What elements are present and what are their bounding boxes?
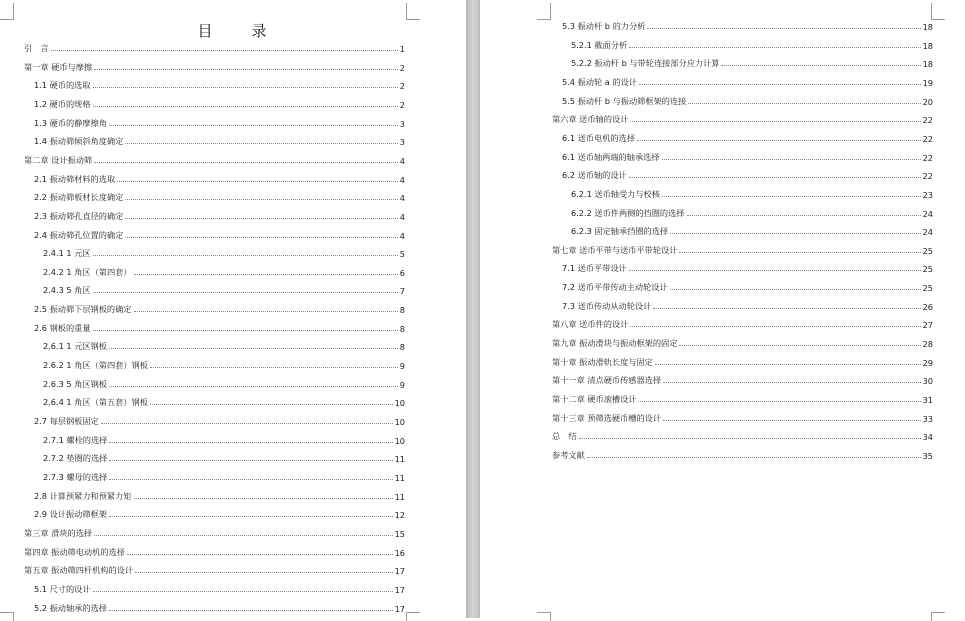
toc-entry-label: 6.2.1 送币轴受力与校核 — [571, 188, 660, 199]
toc-entry-page-number: 9 — [399, 379, 405, 390]
toc-entry-label: 1.2 硬币的规格 — [34, 98, 91, 109]
toc-entry-leader — [93, 87, 398, 88]
toc-entry-leader — [134, 498, 393, 499]
toc-entry-page-number: 30 — [922, 376, 933, 387]
toc-entry[interactable] — [552, 447, 933, 461]
toc-entry-page-number: 10 — [394, 417, 405, 427]
toc-entry-label: 2.9 设计振动筛框架 — [34, 509, 107, 520]
toc-entry[interactable] — [43, 264, 405, 278]
toc-entry[interactable] — [43, 450, 405, 464]
toc-entry-leader — [135, 572, 393, 573]
toc-entry-page-number: 4 — [399, 211, 405, 222]
toc-entry-label: 5.5 振动杆 b 与振动筛框架的连接 — [562, 95, 687, 106]
toc-entry-page-number: 3 — [399, 118, 405, 129]
toc-entry-label: 6.2 送币轴的设计 — [562, 170, 627, 181]
toc-entry[interactable] — [552, 316, 933, 330]
toc-entry-label: 参考文献 — [552, 449, 585, 460]
crop-mark-bottom-left — [537, 612, 551, 621]
toc-entry[interactable] — [34, 133, 405, 147]
toc-entry-label: 2.5 振动筛下层钢板的确定 — [34, 304, 132, 315]
toc-entry-page-number: 10 — [394, 435, 405, 446]
toc-entry-leader — [94, 69, 398, 70]
toc-entry-leader — [101, 423, 393, 424]
toc-entry[interactable] — [34, 96, 405, 110]
crop-mark-bottom-left — [0, 612, 14, 621]
toc-entry-label: 6.1 送币轴两端的轴承选择 — [562, 151, 660, 162]
toc-entry-page-number: 25 — [922, 283, 933, 294]
toc-entry-leader — [134, 274, 398, 275]
toc-entry-label: 2.6.4 1 角区（第五套）钢板 — [43, 397, 148, 408]
toc-entry-page-number: 35 — [922, 450, 933, 461]
toc-entry-page-number: 4 — [399, 155, 405, 166]
toc-entry[interactable] — [43, 245, 405, 259]
toc-entry-label: 第八章 送币件的设计 — [552, 319, 629, 330]
toc-entry[interactable] — [552, 242, 933, 256]
toc-entry-label: 5.1 尺寸的设计 — [34, 583, 91, 594]
toc-entry-page-number: 18 — [922, 40, 933, 51]
toc-entry-page-number: 9 — [399, 361, 405, 372]
toc-entry-page-number: 15 — [394, 528, 405, 539]
toc-entry-page-number: 22 — [922, 133, 933, 144]
crop-mark-bottom-right — [406, 612, 420, 621]
toc-entry-page-number: 22 — [922, 171, 933, 182]
toc-entry-label: 2.6.2 1 角区（第四套）钢板 — [43, 360, 148, 371]
toc-entry[interactable] — [34, 320, 405, 334]
page-gutter — [466, 0, 480, 618]
toc-entry-label: 2.7.3 螺母的选择 — [43, 471, 108, 482]
toc-entry[interactable] — [34, 600, 405, 614]
toc-entry[interactable] — [43, 357, 405, 371]
toc-entry[interactable] — [552, 428, 933, 442]
toc-entry-leader — [109, 460, 392, 461]
toc-entry-leader — [125, 237, 397, 238]
toc-entry-label: 2.8 计算预紧力和预紧力矩 — [34, 490, 132, 501]
toc-entry-leader — [109, 610, 393, 611]
toc-entry[interactable] — [562, 74, 933, 88]
toc-entry-label: 第九章 振动滑块与振动框架的固定 — [552, 338, 678, 349]
toc-entry-leader — [629, 270, 921, 271]
toc-entry-page-number: 28 — [922, 339, 933, 350]
toc-entry-page-number: 12 — [394, 510, 405, 521]
toc-entry-leader — [125, 218, 397, 219]
toc-entry-page-number: 7 — [399, 286, 405, 297]
toc-entry[interactable] — [24, 525, 405, 539]
toc-entry-page-number: 2 — [399, 99, 405, 110]
toc-entry-leader — [662, 159, 921, 160]
toc-entry-label: 2.7.1 螺栓的选择 — [43, 434, 108, 445]
document-page-left — [0, 0, 466, 618]
toc-entry-leader — [94, 162, 398, 163]
toc-entry[interactable] — [562, 279, 933, 293]
toc-entry-label: 6.2.3 固定轴承挡圈的选择 — [571, 226, 669, 237]
toc-entry-leader — [93, 255, 398, 256]
toc-entry[interactable] — [562, 260, 933, 274]
toc-entry-leader — [639, 84, 921, 85]
toc-entry-label: 6.2.2 送币件两侧的挡圈的选择 — [571, 207, 685, 218]
toc-entry-leader — [150, 367, 398, 368]
toc-entry-leader — [134, 311, 398, 312]
toc-entry[interactable] — [552, 354, 933, 368]
toc-entry-page-number: 17 — [394, 603, 405, 614]
crop-mark-top-left — [0, 3, 14, 20]
toc-entry-label: 2.3 振动筛孔直径的确定 — [34, 210, 124, 221]
toc-entry-label: 第四章 振动筛电动机的选择 — [24, 546, 125, 557]
toc-entry[interactable] — [43, 282, 405, 296]
toc-entry[interactable] — [552, 372, 933, 386]
toc-entry-page-number: 8 — [399, 323, 405, 334]
toc-entry[interactable] — [43, 338, 405, 352]
toc-entry-leader — [587, 457, 921, 458]
toc-entry-label: 2.6.3 5 角区钢板 — [43, 378, 107, 389]
toc-entry-leader — [629, 177, 921, 178]
toc-entry-label: 2.4.2 1 角区（第四套） — [43, 266, 132, 277]
toc-entry-page-number: 11 — [394, 472, 405, 483]
toc-entry-page-number: 11 — [394, 454, 405, 465]
toc-entry-label: 第十章 振动滑轨长度与固定 — [552, 356, 653, 367]
toc-entry-label: 第一章 硬币与摩擦 — [24, 61, 93, 72]
toc-entry-leader — [579, 438, 921, 439]
toc-entry-page-number: 31 — [922, 395, 933, 405]
toc-entry-label: 第六章 送币轴的设计 — [552, 114, 629, 125]
toc-entry-label: 2.7.2 垫圈的选择 — [43, 453, 108, 464]
toc-entry-label: 1.1 硬币的选取 — [34, 80, 91, 91]
toc-entry[interactable] — [34, 581, 405, 595]
toc-entry-label: 2.4 振动筛孔位置的确定 — [34, 229, 124, 240]
toc-entry[interactable] — [34, 413, 405, 427]
toc-entry-label: 引 言 — [24, 43, 49, 53]
toc-entry-page-number: 17 — [394, 584, 405, 595]
toc-entry-page-number: 5 — [399, 249, 405, 260]
crop-mark-top-right — [931, 3, 945, 20]
toc-entry-page-number: 10 — [394, 398, 405, 409]
toc-entry[interactable] — [562, 93, 933, 107]
toc-entry[interactable] — [24, 152, 405, 166]
toc-title: 目 录 — [197, 22, 279, 40]
toc-entry[interactable] — [34, 488, 405, 502]
toc-entry-page-number: 1 — [399, 44, 405, 54]
toc-entry-label: 第七章 送币平带与送币平带轮设计 — [552, 244, 678, 255]
toc-entry-leader — [679, 345, 920, 346]
toc-entry-page-number: 6 — [399, 267, 405, 278]
toc-entry[interactable] — [43, 376, 405, 390]
toc-entry[interactable] — [24, 544, 405, 558]
toc-entry-leader — [93, 292, 398, 293]
toc-entry-leader — [125, 199, 397, 200]
toc-entry-leader — [629, 47, 920, 48]
toc-entry[interactable] — [562, 167, 933, 181]
toc-entry-page-number: 24 — [922, 227, 933, 238]
crop-mark-top-right — [406, 3, 420, 20]
toc-entry-page-number: 20 — [922, 96, 933, 107]
toc-entry[interactable] — [24, 59, 405, 73]
toc-entry-leader — [109, 516, 393, 517]
toc-entry[interactable] — [571, 55, 933, 69]
toc-entry-label: 总 结 — [552, 431, 577, 442]
toc-entry-leader — [630, 326, 920, 327]
crop-mark-bottom-right — [931, 612, 945, 621]
toc-entry-leader — [630, 121, 920, 122]
toc-entry-leader — [637, 140, 921, 141]
toc-entry[interactable] — [571, 186, 933, 200]
toc-entry[interactable] — [34, 77, 405, 91]
toc-entry-page-number: 33 — [922, 413, 933, 424]
toc-entry-label: 7.3 送币传动从动轮设计 — [562, 300, 652, 311]
toc-entry-label: 第十一章 清点硬币传感器选择 — [552, 375, 662, 386]
toc-entry-leader — [109, 386, 398, 387]
toc-entry-leader — [638, 401, 920, 402]
toc-entry-page-number: 3 — [399, 137, 405, 148]
toc-entry-leader — [663, 382, 921, 383]
toc-entry-leader — [93, 330, 398, 331]
toc-entry-label: 5.3 振动杆 b 的力分析 — [562, 21, 646, 31]
toc-entry-page-number: 24 — [922, 208, 933, 219]
toc-entry[interactable] — [34, 301, 405, 315]
toc-entry-leader — [93, 591, 393, 592]
toc-entry-label: 2.4.1 1 元区 — [43, 248, 91, 259]
toc-entry-leader — [94, 535, 392, 536]
toc-entry-leader — [150, 404, 393, 405]
toc-entry-page-number: 25 — [922, 245, 933, 256]
toc-entry[interactable] — [562, 149, 933, 163]
toc-entry[interactable] — [552, 410, 933, 424]
toc-entry[interactable] — [552, 391, 933, 405]
toc-entry[interactable] — [43, 394, 405, 408]
toc-entry[interactable] — [24, 40, 405, 54]
toc-entry-label: 2.7 每层钢板固定 — [34, 416, 99, 426]
toc-entry[interactable] — [552, 111, 933, 125]
toc-entry-label: 7.1 送币平带设计 — [562, 263, 627, 274]
toc-entry-page-number: 34 — [922, 432, 933, 443]
toc-entry-leader — [653, 308, 920, 309]
toc-entry[interactable] — [562, 130, 933, 144]
toc-entry-label: 5.4 振动轮 a 的设计 — [562, 76, 637, 87]
toc-entry-leader — [647, 28, 920, 29]
toc-entry-label: 7.2 送币平带传动主动轮设计 — [562, 282, 668, 293]
toc-entry-label: 5.2.1 截面分析 — [571, 39, 628, 50]
toc-entry[interactable] — [571, 37, 933, 51]
toc-entry-label: 1.4 振动筛倾斜角度确定 — [34, 136, 124, 147]
toc-entry-label: 1.3 硬币的静摩擦角 — [34, 117, 107, 128]
toc-entry-page-number: 4 — [399, 174, 405, 185]
toc-entry[interactable] — [43, 432, 405, 446]
toc-entry-page-number: 2 — [399, 81, 405, 92]
toc-entry-page-number: 16 — [394, 547, 405, 558]
toc-entry[interactable] — [571, 205, 933, 219]
toc-entry[interactable] — [552, 335, 933, 349]
toc-entry[interactable] — [571, 223, 933, 237]
toc-entry-leader — [721, 65, 920, 66]
toc-entry-page-number: 17 — [394, 566, 405, 577]
toc-entry-leader — [125, 143, 397, 144]
document-page-right — [480, 0, 965, 618]
toc-entry-leader — [688, 103, 920, 104]
toc-entry-leader — [127, 554, 393, 555]
toc-entry[interactable] — [34, 171, 405, 185]
toc-entry[interactable] — [562, 18, 933, 32]
toc-entry-leader — [679, 252, 920, 253]
toc-entry-label: 2.1 振动筛材料的选取 — [34, 173, 116, 184]
toc-entry-leader — [109, 125, 398, 126]
toc-entry-label: 2.6 钢板的重量 — [34, 322, 91, 333]
toc-entry-leader — [109, 348, 398, 349]
toc-entry-label: 5.2.2 振动杆 b 与带轮连接部分应力计算 — [571, 58, 720, 69]
toc-entry-page-number: 18 — [922, 59, 933, 70]
toc-entry-page-number: 8 — [399, 305, 405, 316]
toc-entry-page-number: 27 — [922, 320, 933, 331]
toc-entry-page-number: 29 — [922, 357, 933, 368]
toc-entry-label: 5.2 振动轴承的选择 — [34, 602, 107, 613]
toc-entry-leader — [93, 106, 398, 107]
toc-entry-page-number: 23 — [922, 189, 933, 200]
toc-entry-leader — [687, 215, 921, 216]
toc-entry-leader — [662, 196, 921, 197]
toc-entry[interactable] — [34, 227, 405, 241]
toc-entry-label: 2.2 振动筛板材长度确定 — [34, 192, 124, 203]
toc-entry-page-number: 4 — [399, 193, 405, 204]
toc-entry-label: 第十三章 预筛选硬币槽的设计 — [552, 412, 662, 423]
toc-entry[interactable] — [34, 208, 405, 222]
toc-entry-label: 第十二章 硬币滚槽设计 — [552, 394, 637, 404]
toc-entry-label: 6.1 送币电机的选择 — [562, 132, 635, 143]
toc-entry-page-number: 4 — [399, 230, 405, 241]
toc-entry-page-number: 19 — [922, 77, 933, 88]
toc-entry-leader — [655, 364, 921, 365]
toc-entry[interactable] — [34, 506, 405, 520]
toc-entry-label: 2.6.1 1 元区钢板 — [43, 341, 107, 352]
toc-entry[interactable] — [34, 189, 405, 203]
toc-entry-page-number: 25 — [922, 264, 933, 275]
toc-entry-leader — [109, 442, 392, 443]
toc-entry-page-number: 8 — [399, 342, 405, 353]
toc-entry-leader — [670, 289, 921, 290]
toc-entry-page-number: 18 — [922, 22, 933, 32]
toc-entry-leader — [109, 479, 392, 480]
toc-entry[interactable] — [24, 562, 405, 576]
toc-entry-page-number: 22 — [922, 152, 933, 163]
toc-entry-leader — [663, 420, 921, 421]
toc-entry-label: 2.4.3 5 角区 — [43, 285, 91, 296]
toc-entry-page-number: 22 — [922, 115, 933, 126]
toc-entry-leader — [51, 50, 398, 51]
toc-entry-label: 第二章 设计振动筛 — [24, 154, 93, 165]
crop-mark-top-left — [537, 3, 551, 20]
toc-entry-label: 第五章 振动筛四杆机构的设计 — [24, 565, 134, 576]
toc-entry-page-number: 26 — [922, 301, 933, 312]
toc-entry-leader — [117, 181, 398, 182]
toc-entry-page-number: 11 — [394, 491, 405, 502]
toc-entry-label: 第三章 滑块的选择 — [24, 527, 93, 538]
toc-entry[interactable] — [43, 469, 405, 483]
toc-entry-page-number: 2 — [399, 62, 405, 73]
toc-entry[interactable] — [34, 115, 405, 129]
toc-entry-leader — [670, 233, 920, 234]
toc-entry[interactable] — [562, 298, 933, 312]
